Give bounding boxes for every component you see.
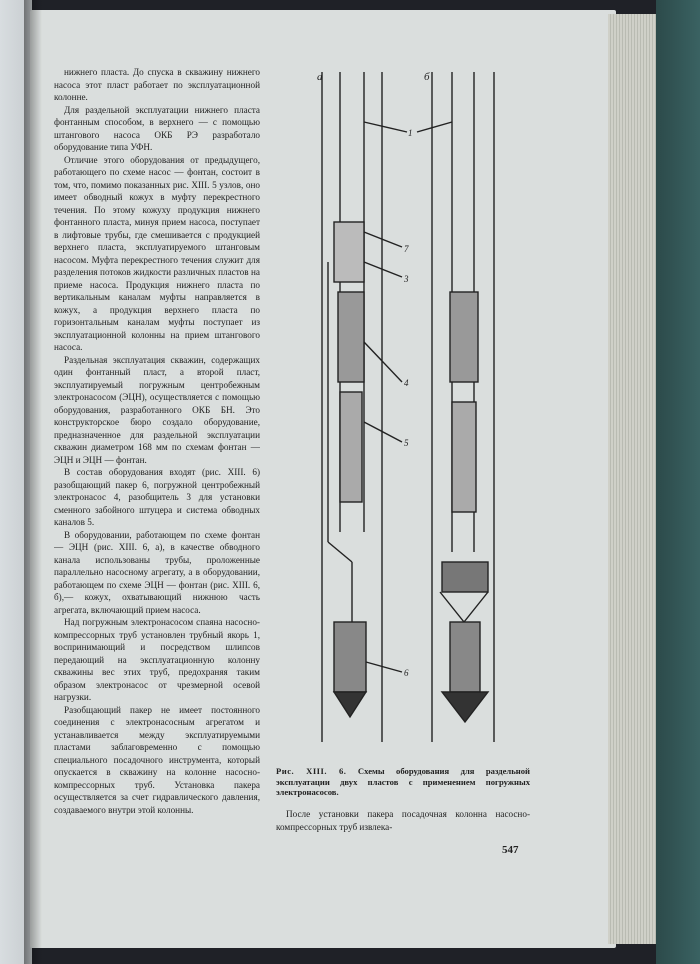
page-edge-stack (608, 14, 660, 944)
scheme-b-label: б (424, 71, 430, 83)
scheme-a-label: а (317, 71, 323, 83)
body-text-column (54, 66, 260, 846)
equipment-diagram (282, 62, 532, 762)
paragraph: Над погружным электронасосом спаяна насосно-компрессорных труб установлен трубный якорь 1, воспринимающий и посредством шлипсов передающий на эксплуатационную колонну скважины вес этих труб, предохраняя таким образом электронасос от чрезмерной осевой нагрузки. (54, 617, 260, 702)
callout-5: 5 (404, 438, 409, 448)
callout-4: 4 (404, 378, 409, 388)
callout-7: 7 (404, 244, 409, 254)
paragraph: В оборудовании, работающем по схеме фонтан — ЭЦН (рис. XIII. 6, а), в качестве обводного канала использованы трубы, проложенные параллельно насосному агрегату, а в оборудовании, работающем по схеме ЭЦН — фонтан (рис. XIII. 6, б),— кожух, охватывающий нижнюю часть агрегата, включающий прием насоса. (54, 529, 260, 615)
paragraph: Раздельная эксплуатация скважин, содержащих один фонтанный пласт, а второй пласт, эксплуатируемый погружным центробежным электронасосом (ЭЦН), осуществляется с помощью оборудования, разработанного ОКБ БН. Это конструкторское бюро создало оборудование, предназначенное для раздельной эксплуатации скважин диаметром 168 мм по схемам фонтан — ЭЦН и ЭЦН — фонтан. (54, 354, 260, 465)
paragraph: Для раздельной эксплуатации нижнего пласта фонтанным способом, в верхнего — с помощью штангового насоса ОКБ РЭ разработало оборудование типа УФН. (54, 104, 260, 152)
paragraph: Отличие этого оборудования от предыдущего, работающего по схеме насос — фонтан, состоит в том, что, помимо показанных рис. XIII. 5 узлов, оно имеет обводный кожух в муфту перекрестного течения. По этому кожуху продукция нижнего фонтанного пласта, минуя прием насоса, поступает в лифтовые трубы, где смешивается с продукцией верхнего пласта, эксплуатируемого штанговым насосом. Муфта перекрестного течения служит для разделения потоков жидкости различных пластов на приеме насоса. Продукция нижнего пласта по вертикальным каналам муфты направляется в кожух, а продукция верхнего пласта по горизонтальным каналам муфты поступает из эксплуатационной колонны на прием штангового насоса. (54, 154, 260, 352)
page-number: 547 (502, 844, 519, 856)
book-cover (656, 0, 700, 964)
callout-1: 1 (408, 128, 413, 138)
spine-shadow (24, 0, 42, 964)
callout-3: 3 (404, 274, 409, 284)
callout-6: 6 (404, 668, 409, 678)
paragraph: Разобщающий пакер не имеет постоянного соединения с электронасосным агрегатом и устанавливается между эксплуатируемыми пластами заблаговременно с помощью специального посадочного инструмента, который опускается в скважину на колонне насосно-компрессорных труб. Установка пакера осуществляется за счет гидравлического давления, создаваемого внутри этой колонны. (54, 704, 260, 815)
caption-label: Рис. XIII. 6. (276, 766, 347, 776)
figure-caption (276, 766, 530, 798)
paragraph: нижнего пласта. До спуска в скважину нижнего насоса этот пласт работает по эксплуатационной колонне. (54, 67, 260, 102)
paragraph: В состав оборудования входят (рис. XIII. 6) разобщающий пакер 6, погружной центробежный электронасос 4, разобщитель 3 для установки сменного забойного штуцера и система обводных каналов 5. (54, 467, 260, 527)
caption-text: Схемы оборудования для раздельной эксплуатации двух пластов с применением погружных электронасосов. (276, 766, 531, 797)
continuation-paragraph: После установки пакера посадочная колонна насосно-компрессорных труб извлека- (276, 809, 530, 832)
